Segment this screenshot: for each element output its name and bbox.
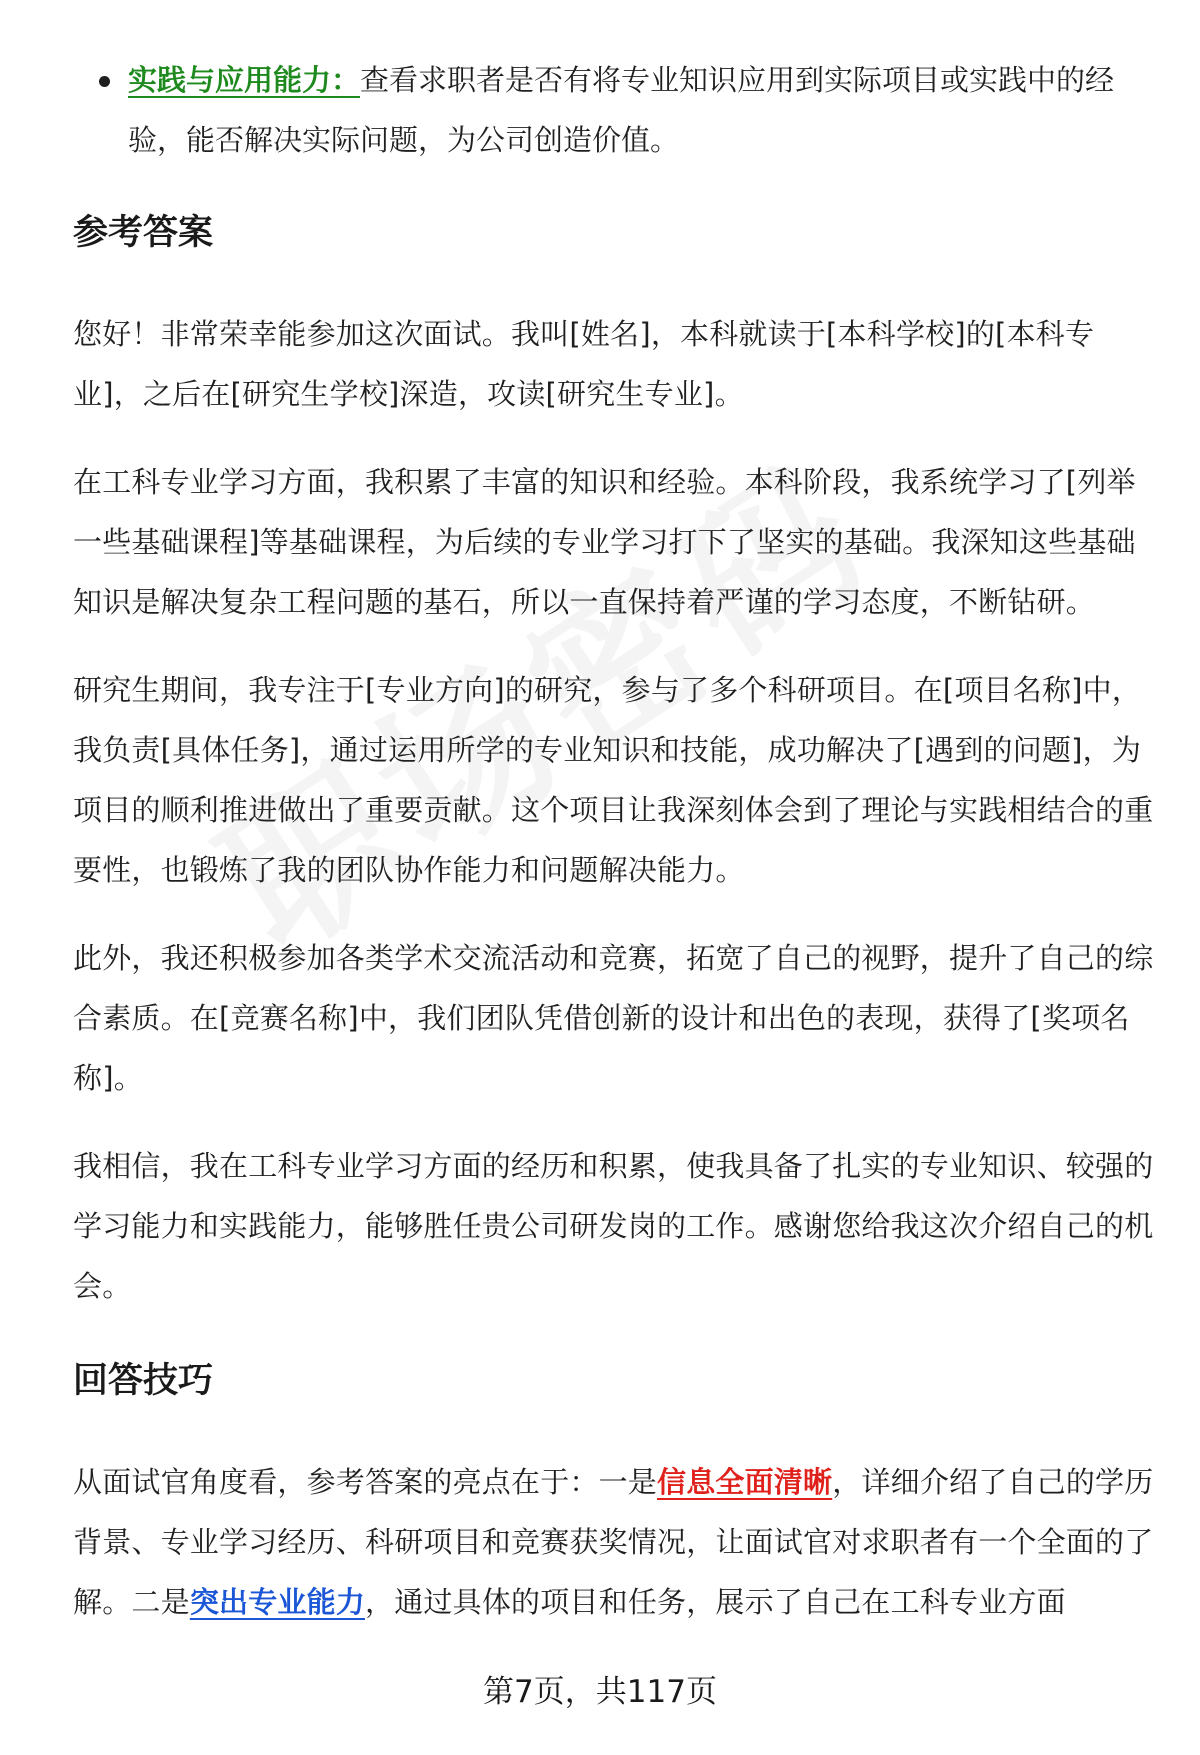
content-area: [73, 50, 1163, 1632]
answer-paragraph-2: 在工科专业学习方面，我积累了丰富的知识和经验。本科阶段，我系统学习了[列举一些基础课程]等基础课程，为后续的专业学习打下了坚实的基础。我深知这些基础知识是解决复杂工程问题的基石，所以一直保持着严谨的学习态度，不断钻研。: [73, 465, 1136, 619]
tips-text-3: ，通过具体的项目和任务，展示了自己在工科专业方面: [365, 1585, 1066, 1619]
bullet-text: 查看求职者是否有将专业知识应用到实际项目或实践中的经验，能否解决实际问题，为公司创造价值。: [128, 63, 1115, 157]
tips-highlight-1: 信息全面清晰: [657, 1465, 833, 1499]
tips-text-1: 从面试官角度看，参考答案的亮点在于：一是: [73, 1465, 658, 1499]
reference-answer-heading: 参考答案: [73, 213, 214, 253]
tips-text-2: ，详细介绍了自己的学历背景、专业学习经历、科研项目和竞赛获奖情况，让面试官对求职者有一个全面的了解。二是: [73, 1465, 1154, 1619]
bullet-dot-icon: [99, 76, 110, 87]
answer-paragraph-3: 研究生期间，我专注于[专业方向]的研究，参与了多个科研项目。在[项目名称]中，我负责[具体任务]，通过运用所学的专业知识和技能，成功解决了[遇到的问题]，为项目的顺利推进做出了重要贡献。这个项目让我深刻体会到了理论与实践相结合的重要性，也锻炼了我的团队协作能力和问题解决能力。: [73, 673, 1154, 887]
tips-highlight-2: 突出专业能力: [189, 1585, 366, 1619]
bullet-item-practice: [73, 50, 1163, 170]
page-number-footer: 第7页，共117页: [483, 1674, 717, 1710]
answer-paragraph-4: 此外，我还积极参加各类学术交流活动和竞赛，拓宽了自己的视野，提升了自己的综合素质。在[竞赛名称]中，我们团队凭借创新的设计和出色的表现，获得了[奖项名称]。: [73, 941, 1154, 1095]
tips-paragraph: [73, 1452, 1163, 1632]
bullet-highlight: 实践与应用能力：: [128, 63, 361, 97]
answer-paragraph-1: 您好！非常荣幸能参加这次面试。我叫[姓名]，本科就读于[本科学校]的[本科专业]，之后在[研究生学校]深造，攻读[研究生专业]。: [73, 317, 1095, 411]
tips-heading: 回答技巧: [73, 1361, 214, 1401]
answer-paragraph-5: 我相信，我在工科专业学习方面的经历和积累，使我具备了扎实的专业知识、较强的学习能力和实践能力，能够胜任贵公司研发岗的工作。感谢您给我这次介绍自己的机会。: [73, 1149, 1154, 1303]
